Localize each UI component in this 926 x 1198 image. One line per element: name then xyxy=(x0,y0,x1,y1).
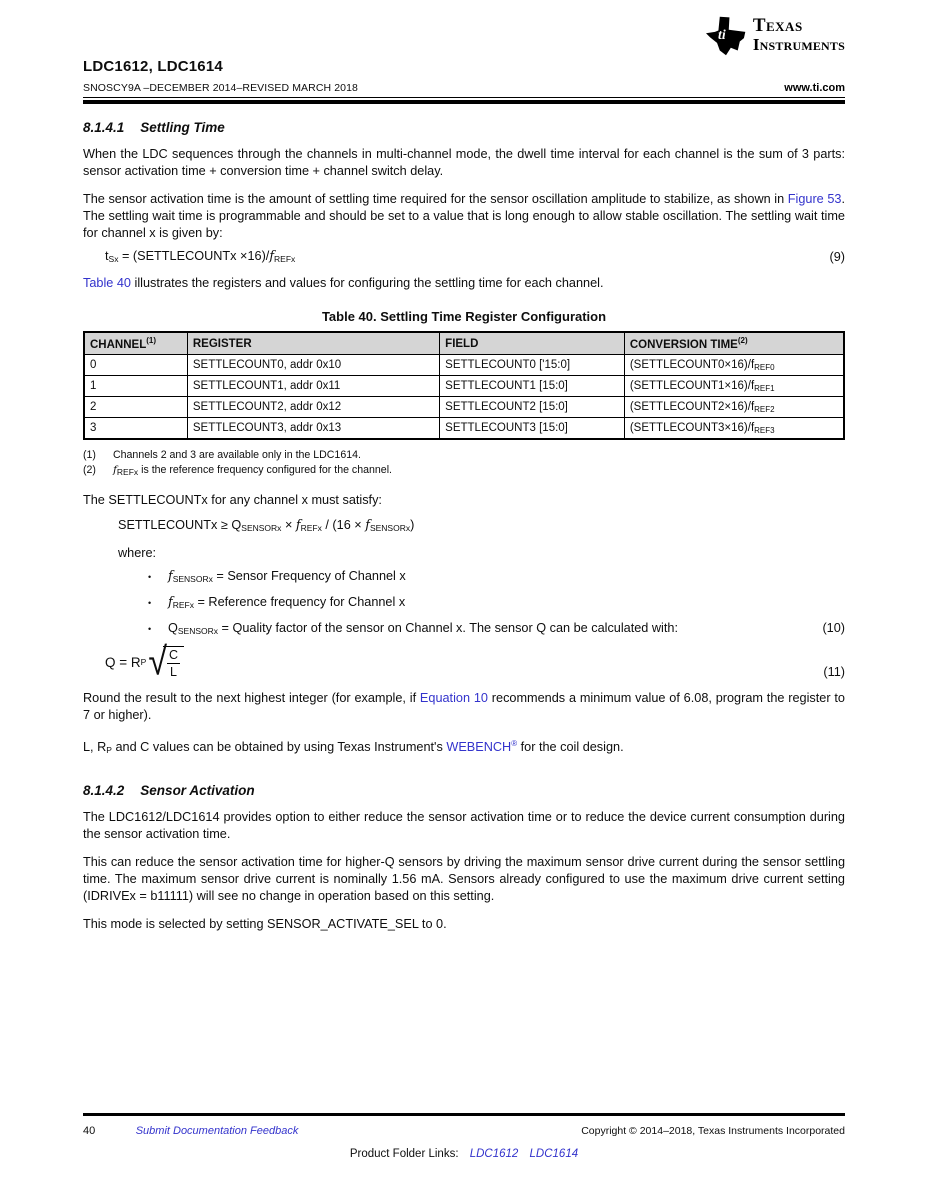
text-segment: (SETTLECOUNT0×16)/f xyxy=(629,358,755,371)
paragraph-sensor-activation-time xyxy=(83,191,845,242)
table-header-row xyxy=(84,332,844,355)
page-footer xyxy=(83,1113,845,1160)
equation-10-link[interactable]: Equation 10 xyxy=(419,691,488,705)
subscript: SENSORx xyxy=(241,523,282,533)
ldc1612-product-link[interactable]: LDC1612 xyxy=(469,1148,519,1160)
text-segment: Round the result to the next highest integer (for example, if xyxy=(83,691,420,705)
text-segment: = Reference frequency for Channel x xyxy=(193,595,406,609)
text-segment: = Quality factor of the sensor on Channel x. The sensor Q can be calculated with: xyxy=(218,621,678,635)
text-segment: (SETTLECOUNT1×16)/f xyxy=(629,379,755,392)
section-number: 8.1.4.2 xyxy=(83,783,125,798)
paragraph-activation-option: The LDC1612/LDC1614 provides option to either reduce the sensor activation time or to reduce the device current consumption during the sensor activation time. xyxy=(83,810,845,841)
text-segment: recommends a minimum value of 6.08, program the register to 7 or higher). xyxy=(83,691,845,722)
italic-f: f xyxy=(365,517,370,532)
cell-register: SETTLECOUNT1, addr 0x11 xyxy=(187,376,439,397)
text-segment: CHANNEL xyxy=(90,339,147,351)
ti-logo-line2: Instruments xyxy=(752,35,845,54)
footer-rule xyxy=(83,1113,845,1116)
subscript: REFx xyxy=(116,466,139,477)
footnote-1 xyxy=(83,448,845,463)
bullet-icon: • xyxy=(148,572,152,582)
equation-11-number: (11) xyxy=(823,665,845,679)
ti-logo-line1: Texas xyxy=(752,15,803,36)
ti-logo xyxy=(705,16,845,56)
page-number: 40 xyxy=(83,1125,96,1137)
cell-register: SETTLECOUNT0, addr 0x10 xyxy=(187,355,439,376)
text-segment: × xyxy=(281,518,296,532)
cell-channel: 0 xyxy=(84,355,187,376)
table-row xyxy=(84,355,844,376)
bullet-item-fsensor xyxy=(83,566,845,589)
text-segment: L, R xyxy=(83,740,107,754)
table-row xyxy=(84,376,844,397)
settlecount-formula xyxy=(83,517,845,533)
text-segment: CONVERSION TIME xyxy=(629,339,738,351)
text-segment: (SETTLECOUNT2×16)/f xyxy=(629,400,755,413)
fraction xyxy=(167,648,180,679)
paragraph-dwell-time: When the LDC sequences through the channels in multi-channel mode, the dwell time interval for each channel is the sum of 3 parts: sensor activation time + conversion time + channel switch delay. xyxy=(83,147,845,178)
cell-field: SETTLECOUNT3 [15:0] xyxy=(440,418,625,440)
section-number: 8.1.4.1 xyxy=(83,120,125,135)
equation-9-number: (9) xyxy=(829,250,845,264)
submit-feedback-link[interactable]: Submit Documentation Feedback xyxy=(135,1125,299,1137)
bullet-item-qsensor xyxy=(83,618,845,641)
equation-9 xyxy=(83,248,845,264)
subscript: SENSORx xyxy=(172,574,213,584)
footnote-marker: (2) xyxy=(737,336,748,345)
italic-f: f xyxy=(168,594,173,609)
footnote-text: Channels 2 and 3 are available only in the LDC1614. xyxy=(113,449,361,461)
text-segment: = (SETTLECOUNTx ×16)/ xyxy=(118,249,270,263)
text-segment: for the coil design. xyxy=(517,740,624,754)
bullet-text xyxy=(168,618,822,641)
cell-field: SETTLECOUNT0 ['15:0] xyxy=(440,355,625,376)
cell-channel: 3 xyxy=(84,418,187,440)
header-cell-register: REGISTER xyxy=(187,332,439,355)
italic-f: f xyxy=(269,248,275,263)
table-footnotes xyxy=(83,448,845,479)
footnote-text xyxy=(113,463,392,480)
cell-field: SETTLECOUNT2 [15:0] xyxy=(440,397,625,418)
subscript: Sx xyxy=(108,254,119,264)
registered-mark: ® xyxy=(511,739,518,748)
ldc1614-product-link[interactable]: LDC1614 xyxy=(529,1148,579,1160)
fraction-numerator: C xyxy=(168,647,179,662)
subscript: SENSORx xyxy=(369,523,411,533)
text-segment: Q = R xyxy=(105,654,141,670)
text-segment: . The settling wait time is programmable and should be set to a value that is long enough to allow stable oscillation. The settling wait time for channel x is given by: xyxy=(83,192,845,240)
ti-logo-icon xyxy=(705,16,747,56)
where-label: where: xyxy=(118,546,157,560)
doc-info-row xyxy=(83,82,845,98)
equation-9-body xyxy=(105,248,295,264)
header-rule xyxy=(83,100,845,104)
italic-f: f xyxy=(295,517,301,532)
cell-conversion-time xyxy=(624,376,844,397)
equation-11 xyxy=(83,640,845,684)
doc-code: SNOSCY9A –DECEMBER 2014–REVISED MARCH 2018 xyxy=(83,82,358,94)
cell-register: SETTLECOUNT3, addr 0x13 xyxy=(187,418,439,440)
text-segment: and C values can be obtained by using Texas Instrument's xyxy=(111,740,447,754)
cell-conversion-time xyxy=(624,355,844,376)
where-bullet-list xyxy=(83,566,845,641)
subscript: REFx xyxy=(274,254,296,264)
fraction-denominator: L xyxy=(170,664,177,679)
subscript: REFx xyxy=(172,600,194,610)
table-row xyxy=(84,397,844,418)
cell-field: SETTLECOUNT1 [15:0] xyxy=(440,376,625,397)
footnote-marker: (1) xyxy=(146,336,157,345)
bullet-icon: • xyxy=(148,598,152,608)
paragraph-webench xyxy=(83,735,845,759)
paragraph-round-result xyxy=(83,690,845,724)
bullet-item-fref xyxy=(83,592,845,615)
section-heading-sensor-activation xyxy=(83,783,845,798)
paragraph-table40-intro xyxy=(83,275,845,292)
section-title: Sensor Activation xyxy=(140,783,255,798)
page-title: LDC1612, LDC1614 xyxy=(83,58,223,75)
cell-conversion-time xyxy=(624,418,844,440)
section-title: Settling Time xyxy=(140,120,225,135)
text-segment: is the reference frequency configured for the channel. xyxy=(138,463,392,476)
table-row xyxy=(84,418,844,440)
ti-logo-text xyxy=(753,16,845,53)
text-segment: t xyxy=(105,249,109,263)
footnote-number: (1) xyxy=(83,449,96,461)
footnote-number: (2) xyxy=(83,463,96,476)
product-links-label: Product Folder Links: xyxy=(349,1148,459,1160)
bullet-icon: • xyxy=(148,624,152,634)
paragraph-drive-current: This can reduce the sensor activation time for higher-Q sensors by driving the maximum sensor drive current during the sensor settling time. The maximum sensor drive current is nominally 1.56 mA. Sensors already configured to use the maximum drive current setting (IDRIVEx = b11111) will see no change in operation based on this setting. xyxy=(83,855,845,903)
text-segment: Q xyxy=(168,621,178,635)
bullet-text xyxy=(168,592,845,615)
cell-channel: 2 xyxy=(84,397,187,418)
figure-53-link[interactable]: Figure 53 xyxy=(787,192,842,206)
text-segment: / (16 × xyxy=(321,518,366,532)
subscript: P xyxy=(140,657,147,667)
subscript: REF3 xyxy=(754,425,775,435)
footnote-2 xyxy=(83,463,845,480)
text-segment: (SETTLECOUNT3×16)/f xyxy=(629,421,755,434)
text-segment: = Sensor Frequency of Channel x xyxy=(212,569,406,583)
radical-sign: √ xyxy=(148,640,167,684)
cell-conversion-time xyxy=(624,397,844,418)
subscript: SENSORx xyxy=(177,626,219,636)
section-heading-settling-time xyxy=(83,120,845,135)
ti-website-link[interactable]: www.ti.com xyxy=(784,82,845,94)
table-40-link[interactable]: Table 40 xyxy=(83,276,131,290)
cell-channel: 1 xyxy=(84,376,187,397)
text-segment: The sensor activation time is the amount of settling time required for the sensor oscillation amplitude to stabilize, as shown in xyxy=(83,192,788,206)
subscript: REF2 xyxy=(754,404,775,414)
subscript: REFx xyxy=(300,523,322,533)
table-40 xyxy=(83,331,845,440)
table-40-caption: Table 40. Settling Time Register Configuration xyxy=(321,309,607,324)
product-folder-links xyxy=(83,1148,845,1160)
header-cell-conversion-time xyxy=(624,332,844,355)
bullet-text xyxy=(168,566,845,589)
webench-link[interactable]: WEBENCH xyxy=(446,740,512,754)
footer-row xyxy=(83,1121,845,1139)
header-cell-field: FIELD xyxy=(440,332,625,355)
paragraph-satisfy-intro: The SETTLECOUNTx for any channel x must satisfy: xyxy=(83,493,382,507)
footer-left xyxy=(83,1121,298,1139)
text-segment: ) xyxy=(410,518,415,532)
equation-11-body xyxy=(105,640,184,684)
italic-f: f xyxy=(113,463,117,476)
paragraph-mode-select: This mode is selected by setting SENSOR_ACTIVATE_SEL to 0. xyxy=(83,917,447,931)
copyright-text: Copyright © 2014–2018, Texas Instruments Incorporated xyxy=(581,1125,845,1137)
equation-10-number: (10) xyxy=(822,621,845,635)
header-cell-channel xyxy=(84,332,187,355)
text-segment: illustrates the registers and values for configuring the settling time for each channel. xyxy=(130,276,604,290)
svg-text:ti: ti xyxy=(717,26,726,42)
subscript: REF1 xyxy=(754,383,775,393)
text-segment: SETTLECOUNTx ≥ Q xyxy=(118,518,242,532)
subscript: REF0 xyxy=(754,362,775,372)
cell-register: SETTLECOUNT2, addr 0x12 xyxy=(187,397,439,418)
subscript: P xyxy=(106,745,112,755)
italic-f: f xyxy=(168,568,173,583)
